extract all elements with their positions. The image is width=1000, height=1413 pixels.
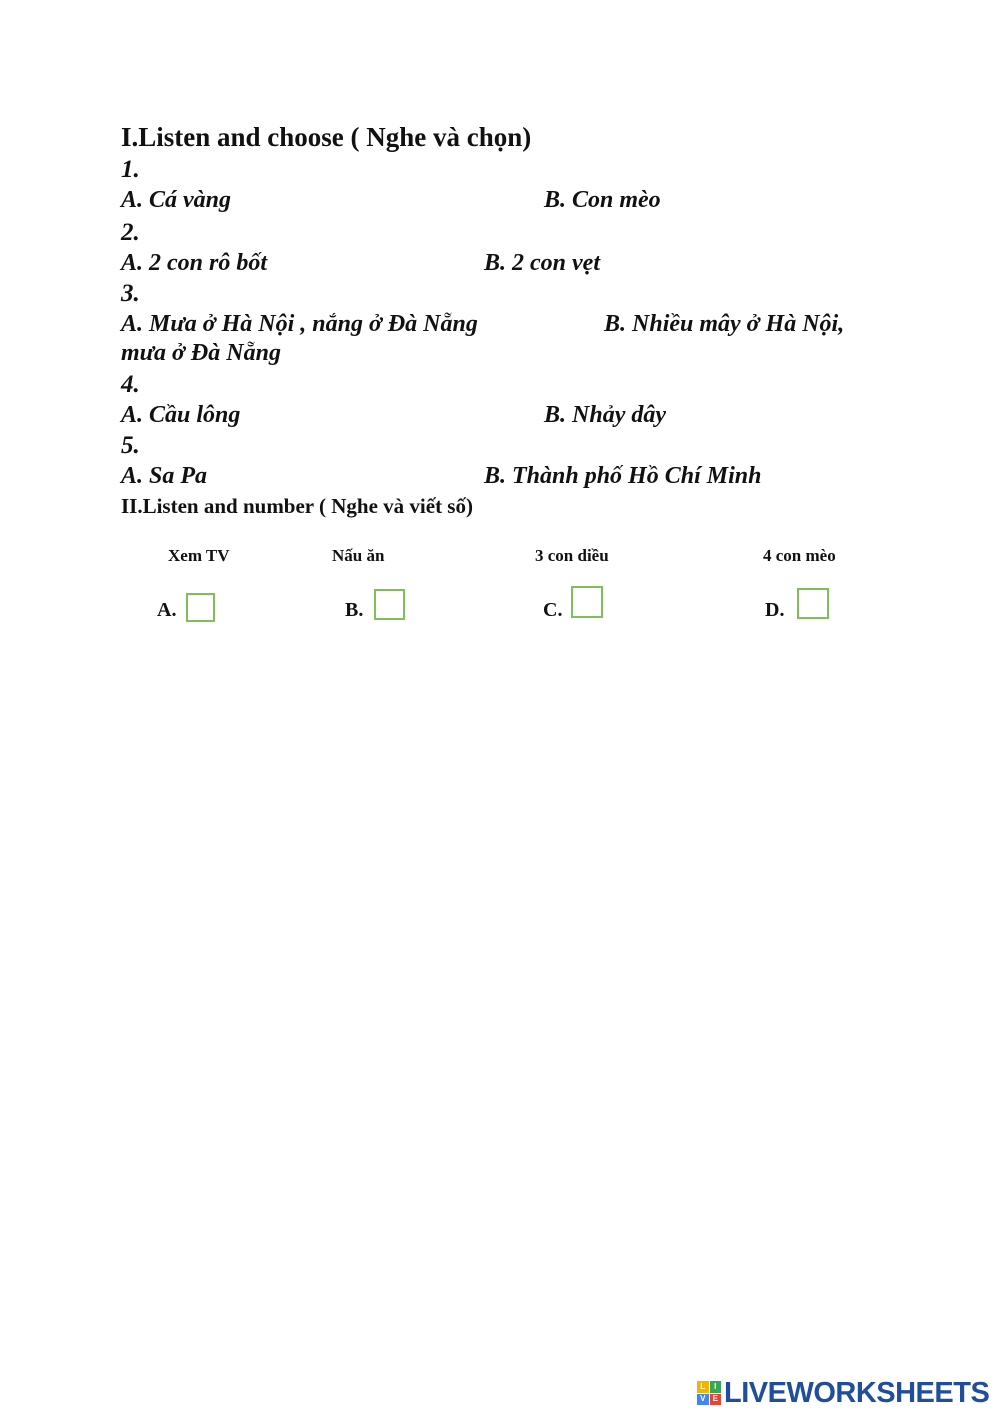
question-5-option-b[interactable]: B. Thành phố Hồ Chí Minh [484,463,762,489]
question-5-number: 5. [121,432,140,459]
item-c-answer-box[interactable] [571,586,603,618]
logo-mark-letter: I [710,1381,722,1393]
question-1-number: 1. [121,156,140,183]
liveworksheets-logo [697,1378,989,1408]
logo-wordmark: LIVEWORKSHEETS [724,1376,990,1409]
logo-mark-letter: E [710,1394,722,1406]
logo-mark-letter: V [697,1394,709,1406]
item-a-letter: A. [157,599,177,621]
question-3-option-b-continued[interactable]: mưa ở Đà Nẵng [121,340,281,366]
logo-mark-letter: L [697,1381,709,1393]
question-2-number: 2. [121,219,140,246]
question-4-option-a[interactable]: A. Cầu lông [121,402,241,428]
question-3-option-b[interactable]: B. Nhiều mây ở Hà Nội, [604,311,845,337]
item-c-letter: C. [543,599,563,621]
question-3-number: 3. [121,280,140,307]
question-4-number: 4. [121,371,140,398]
item-c-label: 3 con diều [535,546,609,565]
item-a-label: Xem TV [168,546,230,565]
item-b-answer-box[interactable] [374,589,405,620]
item-d-letter: D. [765,599,785,621]
item-b-label: Nấu ăn [332,546,385,565]
question-3-option-a[interactable]: A. Mưa ở Hà Nội , nắng ở Đà Nẵng [121,311,478,337]
item-b-letter: B. [345,599,364,621]
item-d-label: 4 con mèo [763,546,836,565]
logo-mark-icon [697,1381,721,1405]
question-1-option-b[interactable]: B. Con mèo [544,187,661,213]
section1-title: I.Listen and choose ( Nghe và chọn) [121,122,532,152]
item-d-answer-box[interactable] [797,588,829,619]
question-1-option-a[interactable]: A. Cá vàng [121,187,232,213]
question-4-option-b[interactable]: B. Nhảy dây [544,402,666,428]
section2-title: II.Listen and number ( Nghe và viết số) [121,494,473,518]
question-2-option-b[interactable]: B. 2 con vẹt [484,250,600,276]
question-5-option-a[interactable]: A. Sa Pa [121,463,208,489]
item-a-answer-box[interactable] [186,593,215,622]
question-2-option-a[interactable]: A. 2 con rô bốt [121,250,268,276]
